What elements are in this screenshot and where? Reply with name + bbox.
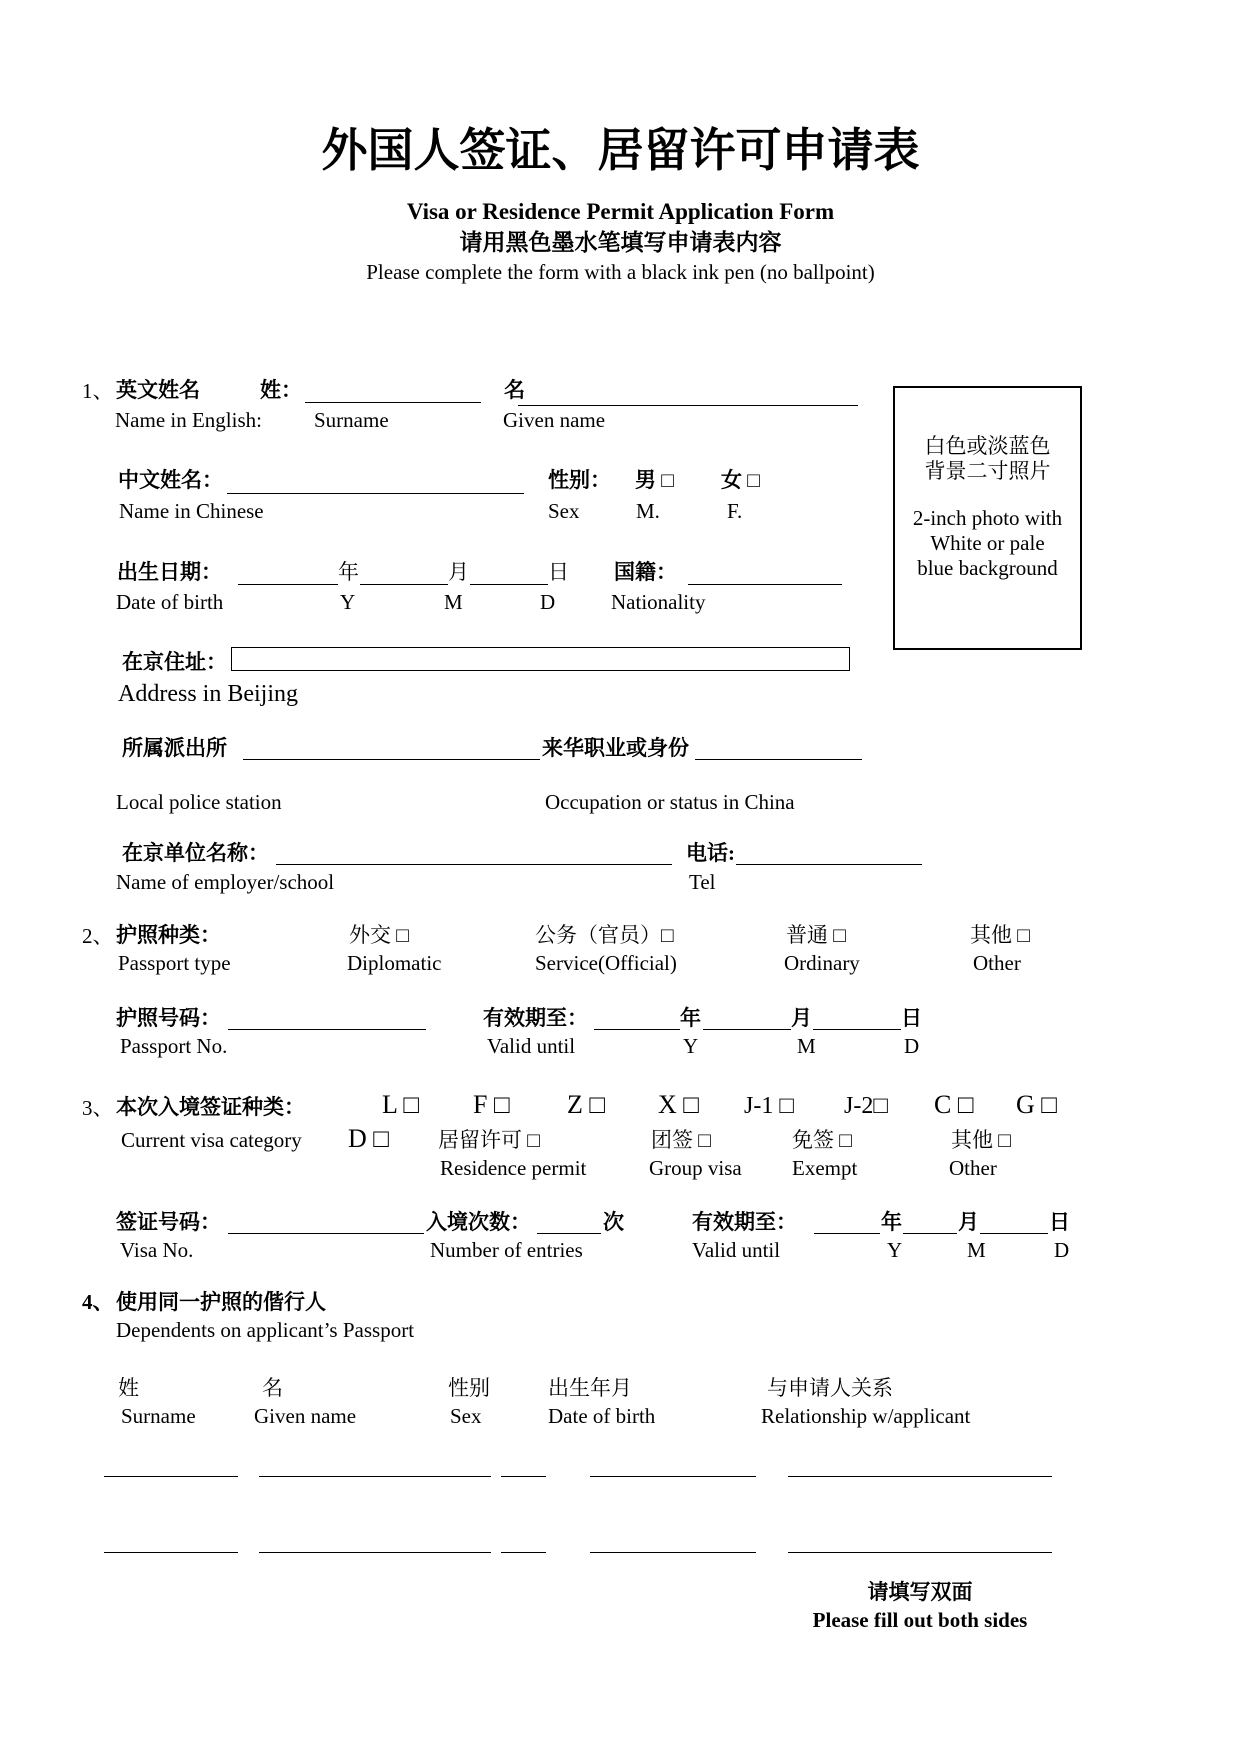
dob-month-cn: 月 bbox=[448, 560, 469, 584]
dob-day-field[interactable] bbox=[470, 584, 548, 585]
dob-year-field[interactable] bbox=[238, 584, 338, 585]
female-label-en: F. bbox=[727, 499, 743, 523]
col-given-name-cn: 名 bbox=[262, 1376, 283, 1400]
visa-valid-day-cn: 日 bbox=[1049, 1210, 1070, 1234]
group-visa-checkbox[interactable]: 团签 □ bbox=[651, 1128, 711, 1152]
entries-label-cn: 入境次数： bbox=[426, 1210, 531, 1234]
visa-no-label-cn: 签证号码： bbox=[116, 1210, 221, 1234]
footer-note-en: Please fill out both sides bbox=[812, 1608, 1028, 1632]
visa-valid-year-field[interactable] bbox=[814, 1233, 880, 1234]
dependent-2-sex-field[interactable] bbox=[501, 1552, 546, 1553]
occupation-label-en: Occupation or status in China bbox=[545, 790, 795, 814]
entries-unit-cn: 次 bbox=[603, 1210, 624, 1234]
photo-box[interactable] bbox=[893, 386, 1082, 650]
visa-valid-y-label: Y bbox=[887, 1238, 903, 1262]
passport-valid-m-label: M bbox=[797, 1034, 816, 1058]
passport-valid-year-field[interactable] bbox=[594, 1029, 680, 1030]
passport-valid-day-field[interactable] bbox=[813, 1029, 901, 1030]
col-dob-cn: 出生年月 bbox=[548, 1376, 632, 1400]
police-label-cn: 所属派出所 bbox=[122, 736, 227, 760]
dob-day-cn: 日 bbox=[548, 560, 569, 584]
visa-d-checkbox[interactable]: D □ bbox=[348, 1124, 389, 1153]
occupation-label-cn: 来华职业或身份 bbox=[542, 736, 689, 760]
dependent-1-sex-field[interactable] bbox=[501, 1476, 546, 1477]
other-visa-checkbox[interactable]: 其他 □ bbox=[951, 1128, 1011, 1152]
col-sex-en: Sex bbox=[450, 1404, 482, 1428]
name-cn-label-en: Name in Chinese bbox=[119, 499, 264, 523]
visa-j1-checkbox[interactable]: J-1 □ bbox=[744, 1093, 794, 1119]
name-cn-field[interactable] bbox=[227, 493, 524, 494]
address-label-cn: 在京住址： bbox=[122, 650, 227, 674]
instruction-en: Please complete the form with a black ink pen (no ballpoint) bbox=[366, 260, 875, 284]
dependent-1-given-name-field[interactable] bbox=[259, 1476, 491, 1477]
employer-field[interactable] bbox=[276, 864, 672, 865]
dob-month-field[interactable] bbox=[360, 584, 448, 585]
nationality-label-cn: 国籍： bbox=[614, 560, 677, 584]
visa-valid-label-en: Valid until bbox=[692, 1238, 781, 1262]
passport-valid-label-en: Valid until bbox=[487, 1034, 576, 1058]
tel-field[interactable] bbox=[736, 864, 922, 865]
passport-no-label-cn: 护照号码： bbox=[116, 1006, 221, 1030]
section-1-number: 1、 bbox=[82, 379, 114, 403]
photo-caption-cn-1: 白色或淡蓝色 bbox=[924, 434, 1051, 458]
footer-note-cn: 请填写双面 bbox=[867, 1580, 973, 1604]
passport-valid-label-cn: 有效期至： bbox=[483, 1006, 588, 1030]
section-2-number: 2、 bbox=[82, 924, 114, 948]
ordinary-checkbox[interactable]: 普通 □ bbox=[786, 923, 846, 947]
dependent-1-dob-field[interactable] bbox=[590, 1476, 756, 1477]
other-passport-label-en: Other bbox=[973, 951, 1021, 975]
given-name-field[interactable] bbox=[518, 405, 858, 406]
entries-field[interactable] bbox=[537, 1233, 601, 1234]
exempt-checkbox[interactable]: 免签 □ bbox=[792, 1128, 852, 1152]
col-surname-en: Surname bbox=[121, 1404, 196, 1428]
diplomatic-checkbox[interactable]: 外交 □ bbox=[349, 923, 409, 947]
col-sex-cn: 性别 bbox=[448, 1376, 490, 1400]
passport-type-label-en: Passport type bbox=[118, 951, 231, 975]
section-4-number: 4、 bbox=[82, 1290, 114, 1314]
photo-caption-en-1: 2-inch photo with bbox=[912, 506, 1063, 530]
surname-label-en: Surname bbox=[314, 408, 389, 432]
col-surname-cn: 姓 bbox=[118, 1376, 139, 1400]
surname-field[interactable] bbox=[305, 402, 481, 403]
col-relationship-cn: 与申请人关系 bbox=[767, 1376, 893, 1400]
service-checkbox[interactable]: 公务（官员）□ bbox=[535, 923, 674, 947]
address-label-en: Address in Beijing bbox=[118, 681, 298, 707]
dependent-1-surname-field[interactable] bbox=[104, 1476, 238, 1477]
visa-j2-checkbox[interactable]: J-2□ bbox=[844, 1093, 888, 1119]
police-label-en: Local police station bbox=[116, 790, 282, 814]
col-given-name-en: Given name bbox=[254, 1404, 357, 1428]
given-name-label-cn: 名 bbox=[504, 378, 525, 402]
visa-x-checkbox[interactable]: X □ bbox=[658, 1090, 699, 1119]
name-en-label: Name in English: bbox=[115, 408, 262, 432]
visa-no-field[interactable] bbox=[228, 1233, 424, 1234]
diplomatic-label-en: Diplomatic bbox=[347, 951, 442, 975]
visa-z-checkbox[interactable]: Z □ bbox=[567, 1090, 606, 1119]
passport-no-label-en: Passport No. bbox=[120, 1034, 228, 1058]
dob-y-label: Y bbox=[340, 590, 356, 614]
photo-caption-en-3: blue background bbox=[917, 556, 1058, 580]
other-passport-checkbox[interactable]: 其他 □ bbox=[970, 923, 1030, 947]
male-checkbox[interactable]: 男 □ bbox=[635, 468, 674, 492]
visa-valid-m-label: M bbox=[967, 1238, 986, 1262]
dependent-2-relationship-field[interactable] bbox=[788, 1552, 1052, 1553]
surname-label-cn: 姓： bbox=[260, 378, 302, 402]
passport-valid-year-cn: 年 bbox=[680, 1006, 701, 1030]
visa-g-checkbox[interactable]: G □ bbox=[1016, 1090, 1057, 1119]
police-station-field[interactable] bbox=[243, 759, 540, 760]
female-checkbox[interactable]: 女 □ bbox=[721, 468, 760, 492]
visa-category-label-en: Current visa category bbox=[121, 1128, 302, 1152]
nationality-field[interactable] bbox=[688, 584, 842, 585]
dob-year-cn: 年 bbox=[338, 560, 359, 584]
visa-valid-d-label: D bbox=[1054, 1238, 1070, 1262]
entries-label-en: Number of entries bbox=[430, 1238, 583, 1262]
given-name-label-en: Given name bbox=[503, 408, 606, 432]
ordinary-label-en: Ordinary bbox=[784, 951, 860, 975]
visa-valid-month-cn: 月 bbox=[958, 1210, 979, 1234]
tel-label-en: Tel bbox=[689, 870, 716, 894]
nationality-label-en: Nationality bbox=[611, 590, 706, 614]
dob-label-cn: 出生日期： bbox=[117, 560, 222, 584]
dependents-label-cn: 使用同一护照的偕行人 bbox=[116, 1290, 326, 1314]
dob-m-label: M bbox=[444, 590, 463, 614]
passport-valid-d-label: D bbox=[904, 1034, 920, 1058]
passport-valid-y-label: Y bbox=[683, 1034, 699, 1058]
employer-label-cn: 在京单位名称： bbox=[122, 841, 269, 865]
sex-label-cn: 性别： bbox=[548, 468, 611, 492]
instruction-cn: 请用黑色墨水笔填写申请表内容 bbox=[459, 230, 782, 255]
visa-no-label-en: Visa No. bbox=[120, 1238, 194, 1262]
dependent-2-dob-field[interactable] bbox=[590, 1552, 756, 1553]
dependent-2-given-name-field[interactable] bbox=[259, 1552, 491, 1553]
male-label-en: M. bbox=[636, 499, 660, 523]
tel-label-cn: 电话: bbox=[686, 841, 735, 865]
photo-caption-en-2: White or pale bbox=[930, 531, 1045, 555]
dependent-1-relationship-field[interactable] bbox=[788, 1476, 1052, 1477]
dependents-label-en: Dependents on applicant’s Passport bbox=[116, 1318, 415, 1342]
passport-no-field[interactable] bbox=[228, 1029, 426, 1030]
name-en-label-cn: 英文姓名 bbox=[116, 378, 200, 402]
visa-valid-year-cn: 年 bbox=[881, 1210, 902, 1234]
visa-category-label-cn: 本次入境签证种类： bbox=[116, 1095, 305, 1119]
group-visa-label-en: Group visa bbox=[649, 1156, 742, 1180]
col-relationship-en: Relationship w/applicant bbox=[761, 1404, 971, 1428]
name-cn-label-cn: 中文姓名： bbox=[118, 468, 223, 492]
section-3-number: 3、 bbox=[82, 1096, 114, 1120]
employer-label-en: Name of employer/school bbox=[116, 870, 335, 894]
passport-valid-day-cn: 日 bbox=[901, 1006, 922, 1030]
visa-valid-month-field[interactable] bbox=[903, 1233, 957, 1234]
service-label-en: Service(Official) bbox=[535, 951, 677, 975]
visa-valid-label-cn: 有效期至： bbox=[692, 1210, 797, 1234]
occupation-field[interactable] bbox=[695, 759, 862, 760]
passport-type-label-cn: 护照种类： bbox=[116, 923, 221, 947]
residence-permit-label-en: Residence permit bbox=[440, 1156, 587, 1180]
visa-c-checkbox[interactable]: C □ bbox=[934, 1090, 974, 1119]
dependent-2-surname-field[interactable] bbox=[104, 1552, 238, 1553]
visa-valid-day-field[interactable] bbox=[980, 1233, 1048, 1234]
visa-f-checkbox[interactable]: F □ bbox=[473, 1090, 510, 1119]
form-title-cn: 外国人签证、居留许可申请表 bbox=[321, 125, 920, 176]
dob-label-en: Date of birth bbox=[116, 590, 224, 614]
address-field[interactable] bbox=[231, 647, 850, 671]
sex-label-en: Sex bbox=[548, 499, 580, 523]
exempt-label-en: Exempt bbox=[792, 1156, 858, 1180]
photo-caption-cn-2: 背景二寸照片 bbox=[924, 459, 1051, 483]
passport-valid-month-cn: 月 bbox=[791, 1006, 812, 1030]
col-dob-en: Date of birth bbox=[548, 1404, 656, 1428]
form-title-en: Visa or Residence Permit Application Form bbox=[406, 199, 835, 224]
other-visa-label-en: Other bbox=[949, 1156, 997, 1180]
passport-valid-month-field[interactable] bbox=[703, 1029, 791, 1030]
residence-permit-checkbox[interactable]: 居留许可 □ bbox=[438, 1128, 540, 1152]
visa-l-checkbox[interactable]: L □ bbox=[382, 1090, 420, 1119]
dob-d-label: D bbox=[540, 590, 556, 614]
